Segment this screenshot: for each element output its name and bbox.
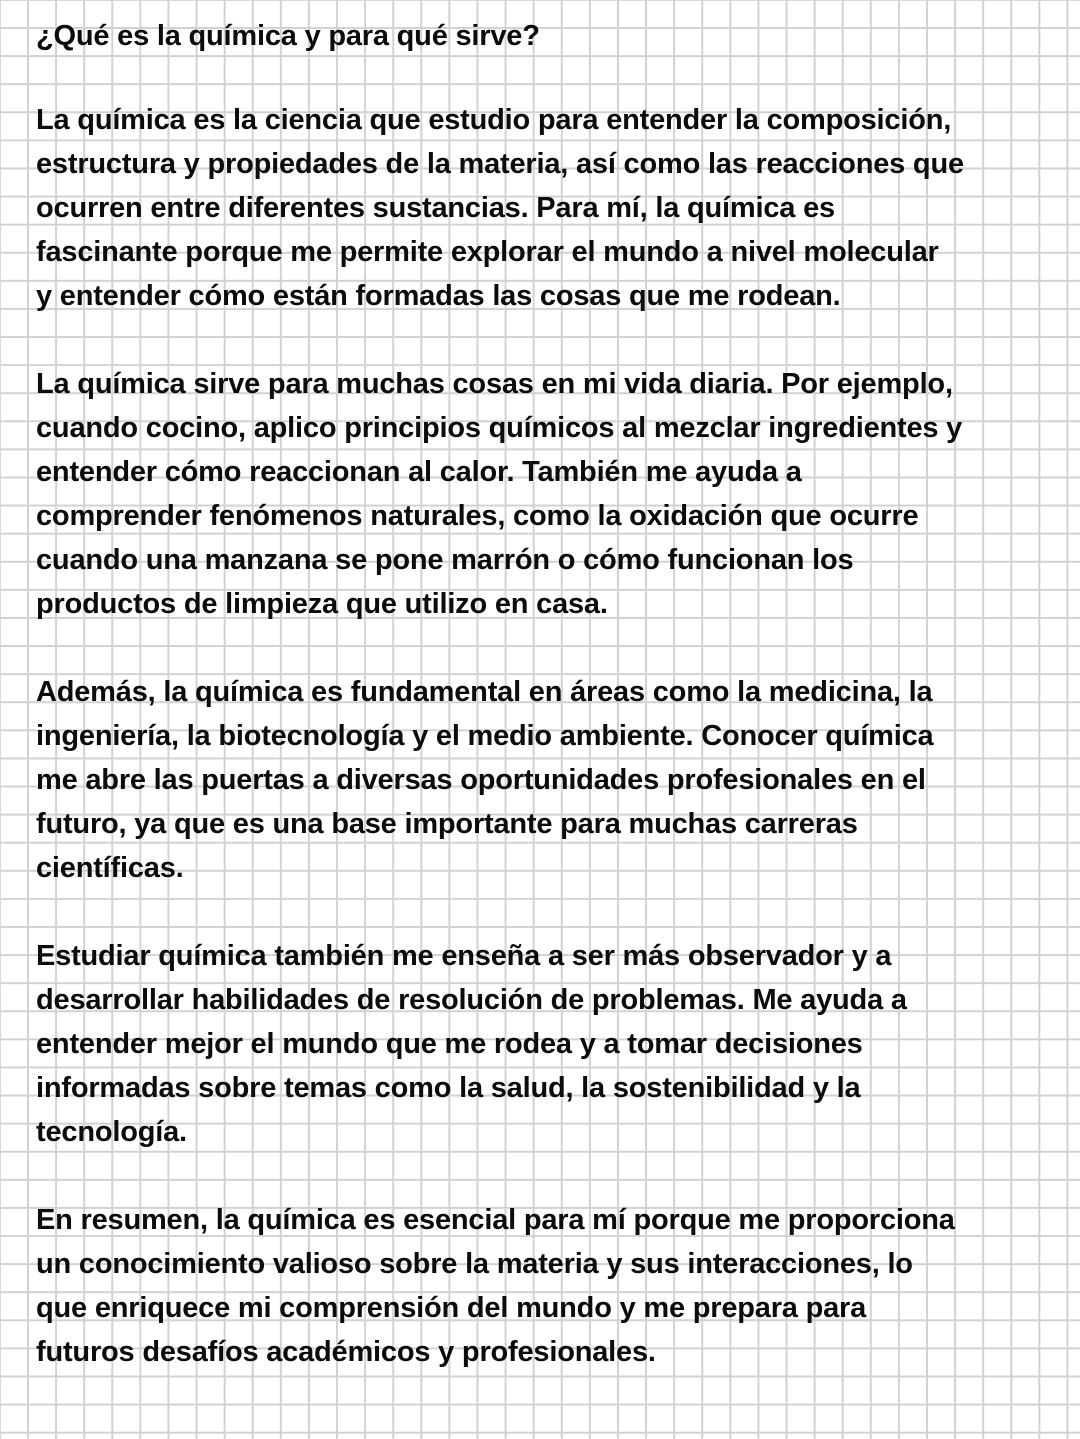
paragraph-fields [36,670,933,890]
text-line: científicas. [36,852,184,884]
text-line: La química sirve para muchas cosas en mi vida diaria. Por ejemplo, [36,368,953,400]
text-line: ingeniería, la biotecnología y el medio ambiente. Conocer química [36,720,934,752]
page-title: ¿Qué es la química y para qué sirve? [36,20,540,52]
text-line: cuando una manzana se pone marrón o cómo funcionan los [36,544,854,576]
text-line: tecnología. [36,1116,187,1148]
text-line: comprender fenómenos naturales, como la oxidación que ocurre [36,500,919,532]
paragraph-definition [36,98,964,318]
text-line: En resumen, la química es esencial para mí porque me proporciona [36,1204,955,1236]
text-line: futuros desafíos académicos y profesionales. [36,1336,656,1368]
text-line: informadas sobre temas como la salud, la sostenibilidad y la [36,1072,861,1104]
text-line: productos de limpieza que utilizo en casa. [36,588,608,620]
text-line: estructura y propiedades de la materia, así como las reacciones que [36,148,964,180]
text-line: Estudiar química también me enseña a ser más observador y a [36,940,892,972]
text-line: cuando cocino, aplico principios químicos al mezclar ingredientes y [36,412,963,444]
text-line: Además, la química es fundamental en áreas como la medicina, la [36,676,933,708]
paragraph-summary [36,1198,955,1374]
text-line: ocurren entre diferentes sustancias. Para mí, la química es [36,192,835,224]
text-line: entender cómo reaccionan al calor. También me ayuda a [36,456,802,488]
text-line: me abre las puertas a diversas oportunidades profesionales en el [36,764,926,796]
paragraph-daily-life [36,362,962,626]
paragraph-skills [36,934,907,1154]
text-line: entender mejor el mundo que me rodea y a tomar decisiones [36,1028,863,1060]
text-line: futuro, ya que es una base importante para muchas carreras [36,808,858,840]
text-line: y entender cómo están formadas las cosas que me rodean. [36,280,841,312]
text-line: un conocimiento valioso sobre la materia y sus interacciones, lo [36,1248,913,1280]
text-line: La química es la ciencia que estudio para entender la composición, [36,104,952,136]
text-line: fascinante porque me permite explorar el mundo a nivel molecular [36,236,939,268]
text-line: desarrollar habilidades de resolución de problemas. Me ayuda a [36,984,907,1016]
text-line: que enriquece mi comprensión del mundo y me prepara para [36,1292,867,1324]
